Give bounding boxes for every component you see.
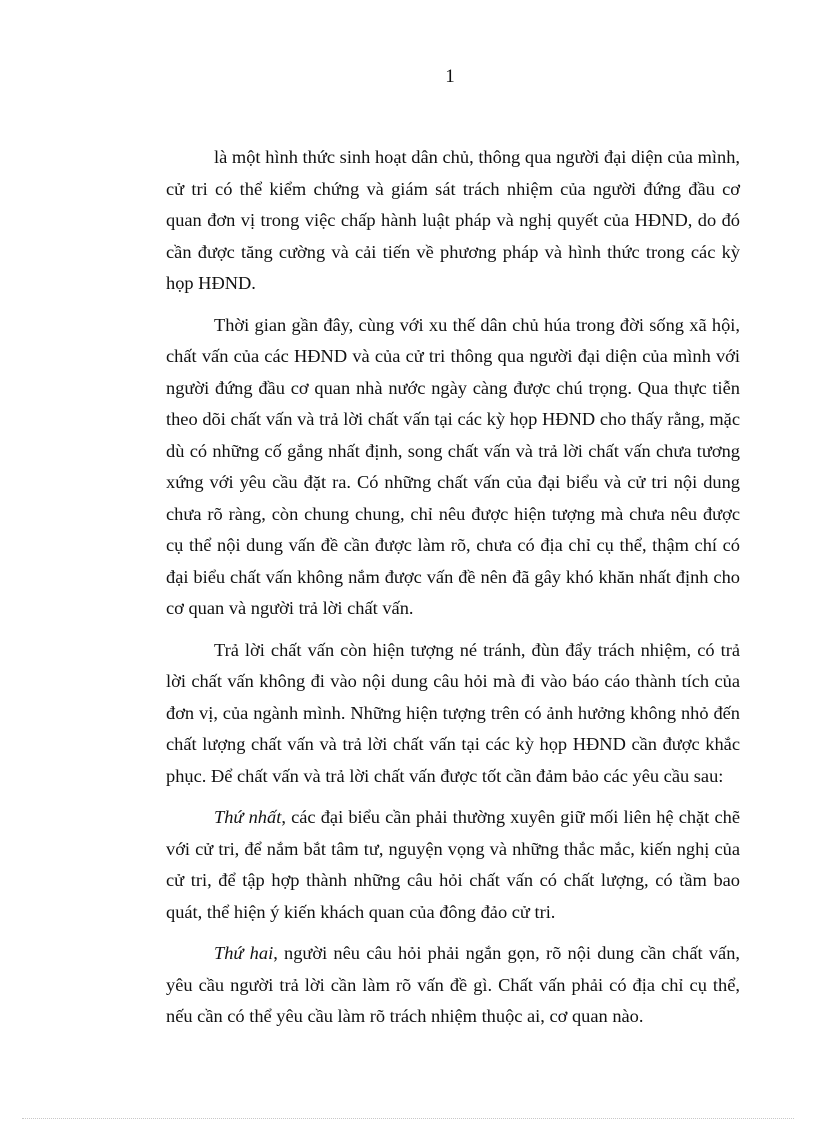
paragraph — [166, 635, 740, 793]
paragraph-text: Thời gian gần đây, cùng với xu thế dân chủ húa trong đời sống xã hội, chất vấn của các HĐND và của cử tri thông qua người đại diện của mình với người đứng đầu cơ quan nhà nước ngày càng được chú trọng. Qua thực tiễn theo dõi chất vấn và trả lời chất vấn tại các kỳ họp HĐND cho thấy rằng, mặc dù có những cố gắng nhất định, song chất vấn và trả lời chất vấn chưa tương xứng với yêu cầu đặt ra. Có những chất vấn của đại biểu và cử tri nội dung chưa rõ ràng, còn chung chung, chỉ nêu được hiện tượng mà chưa nêu được cụ thể nội dung vấn đề cần được làm rõ, chưa có địa chỉ cụ thể, thậm chí có đại biểu chất vấn không nắm được vấn đề nên đã gây khó khăn nhất định cho cơ quan và người trả lời chất vấn. — [166, 314, 740, 618]
paragraph-text: , các đại biểu cần phải thường xuyên giữ mối liên hệ chặt chẽ với cử tri, để nắm bắt tâm tư, nguyện vọng và những thắc mắc, kiến nghị của cử tri, để tập hợp thành những câu hỏi chất vấn có chất lượng, có tầm bao quát, thể hiện ý kiến khách quan của đông đảo cử tri. — [166, 807, 741, 922]
paragraph-lead: Thứ nhất — [214, 807, 282, 827]
paragraph-lead: Thứ hai — [214, 943, 274, 963]
paragraph-text: là một hình thức sinh hoạt dân chủ, thông qua người đại diện của mình, cử tri có thể kiểm chứng và giám sát trách nhiệm của người đứng đầu cơ quan đơn vị trong việc chấp hành luật pháp và nghị quyết của HĐND, do đó cần được tăng cường và cải tiến về phương pháp và hình thức trong các kỳ họp HĐND. — [166, 147, 740, 293]
page-bottom-divider — [22, 1118, 794, 1119]
paragraph-text: , người nêu câu hỏi phải ngắn gọn, rõ nội dung cần chất vấn, yêu cầu người trả lời cần làm rõ vấn đề gì. Chất vấn phải có địa chỉ cụ thể, nếu cần có thể yêu cầu làm rõ trách nhiệm thuộc ai, cơ quan nào. — [166, 943, 740, 1026]
paragraph — [166, 802, 740, 928]
body-text — [166, 142, 740, 1043]
paragraph — [166, 142, 740, 300]
paragraph — [166, 938, 740, 1033]
paragraph-text: Trả lời chất vấn còn hiện tượng né tránh, đùn đẩy trách nhiệm, có trả lời chất vấn không đi vào nội dung câu hỏi mà đi vào báo cáo thành tích của đơn vị, của ngành mình. Những hiện tượng trên có ảnh hưởng không nhỏ đến chất lượng chất vấn và trả lời chất vấn tại các kỳ họp HĐND cần được khắc phục. Để chất vấn và trả lời chất vấn được tốt cần đảm bảo các yêu cầu sau: — [166, 639, 740, 786]
paragraph — [166, 310, 740, 625]
page-number: 1 — [445, 66, 455, 87]
